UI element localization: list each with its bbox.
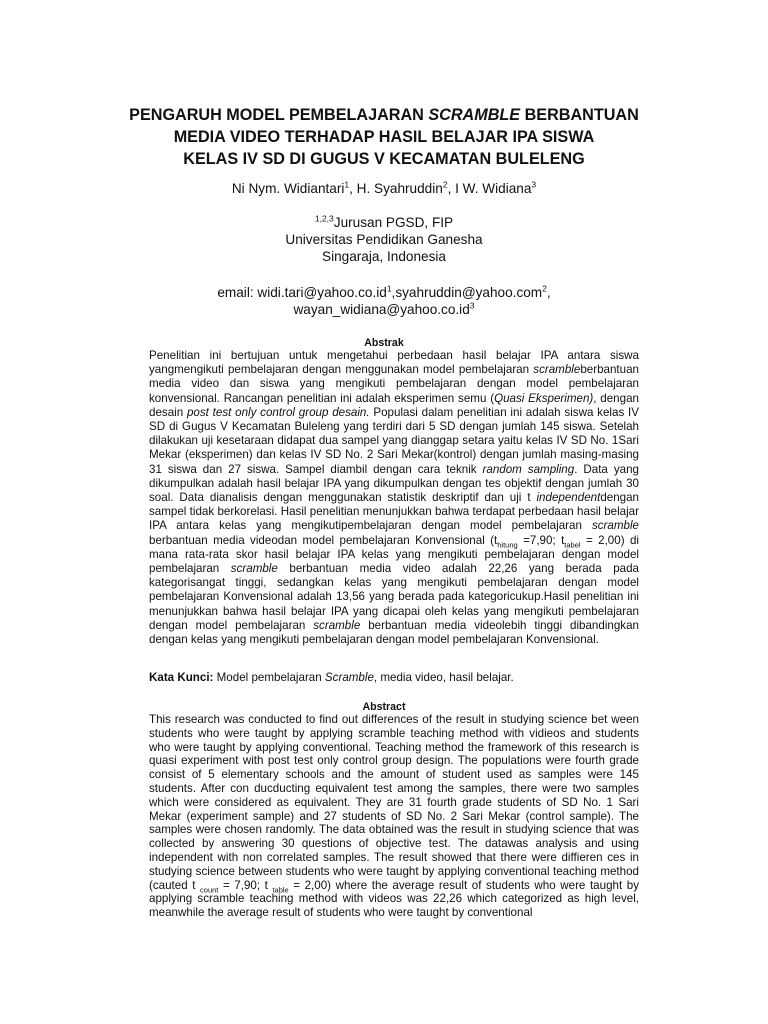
abstrak-text-run: dengan sampel tidak berkorelasi. Hasil penelitian menunjukkan bahwa terdapat perbedaan hasil belajar IPA antara kelas yang mengikutipembelajaran dengan model pembelajaran: [149, 491, 639, 533]
abstract-text-run: This research was conducted to find out differences of the result in studying science bet ween students who were taught by applying scramble teaching method with vidieos and students who were taught by applying conventional. Teaching method the framework of this research is quasi experiment with post test only control group design. The populations were fourth grade consist of 5 elementary schools and the amount of student used as samples were 145 students. After con ducducting equivalent test among the samples, there were two samples which were considered as equivalent. They are 31 fourth grade students of SD No. 1 Sari Mekar (experiment sample) and 27 students of SD No. 2 Sari Mekar (control sample). The samples were chosen randomly. The data obtained was the result in studying science that was collected by answering 30 questions of objective test. The datawas analysis and using independent with non correlated samples. The result showed that there were diffieren ces in studying science between students who were taught by applying conventional teaching method (cauted t: [149, 713, 639, 892]
abstrak-text-run: Quasi Eksperimen): [494, 391, 594, 405]
abstrak-text-run: hitung: [497, 539, 518, 549]
abstract-text-run: = 7,90; t: [218, 878, 273, 892]
abstrak-text-run: random sampling: [482, 462, 575, 476]
abstrak-text-run: berbantuan media videolebih tinggi dibandingkan dengan kelas yang mengikuti pembelajaran dengan model pembelajaran Konvensional.: [149, 618, 639, 647]
title-italic-term: SCRAMBLE: [428, 106, 521, 124]
abstract-body: [149, 713, 639, 920]
affiliation-city: Singaraja, Indonesia: [322, 249, 446, 264]
affiliation-university: Universitas Pendidikan Ganesha: [285, 232, 483, 247]
abstrak-text-run: scramble: [313, 618, 361, 632]
abstrak-text-run: . Data yang dikumpulkan adalah hasil belajar IPA yang dikumpulkan dengan tes objektif dengan jumlah 30 soal. Data dianalisis dengan menggunakan statistik deskriptif dan uji t: [149, 462, 639, 505]
abstrak-body: [149, 349, 639, 647]
abstract-text-run: = 2,00) where the average result of students who were taught by applying scramble teaching method with videos was 22,26 which categorized as high level, meanwhile the average result of students who were taught by conventional: [149, 878, 639, 920]
abstrak-text-run: Populasi dalam penelitian ini adalah siswa kelas IV SD di Gugus V Kecamatan Buleleng yang terdiri dari 5 SD dengan jumlah 145 siswa. Setelah dilakukan uji kesetaraan didapat dua sampel yang dianggap setara yaitu kelas IV SD No. 1Sari Mekar (eksperimen) dan kelas IV SD No. 2 Sari Mekar(kontrol) dengan jumlah masing-masing 31 siswa dan 27 siswa. Sampel diambil dengan cara teknik: [149, 405, 639, 476]
abstract-text-run: count: [200, 884, 219, 894]
abstrak-text-run: post test only control group desain.: [186, 405, 370, 419]
abstrak-text-run: tabel: [564, 539, 581, 549]
affiliation-department: $^{1,2,3}$Jurusan PGSD, FIP: [314, 213, 454, 230]
abstrak-text-run: berbantuan media videodan model pembelajaran Konvensional (t: [149, 533, 498, 547]
keywords: Kata Kunci: Model pembelajaran Scramble, media video, hasil belajar.: [149, 671, 514, 684]
abstrak-text-run: , dengan desain: [149, 391, 639, 419]
email-line-2: $wayan\_widiana@yahoo.co.id^3$: [293, 300, 475, 317]
paper-title: [0, 104, 768, 170]
author-list: Ni Nym. Widiantari$^1$, H. Syahruddin$^2$, I W. Widiana$^3$: [231, 179, 537, 196]
abstrak-text-run: =7,90; t: [517, 533, 565, 547]
abstrak-text-run: scramble: [591, 519, 639, 533]
title-line-2: MEDIA VIDEO TERHADAP HASIL BELAJAR IPA SISWA: [173, 128, 595, 146]
abstrak-heading: Abstrak: [364, 337, 404, 349]
abstract-heading: Abstract: [362, 701, 406, 713]
abstrak-text-run: Penelitian ini bertujuan untuk mengetahui perbedaan hasil belajar IPA antara siswa yangmengikuti pembelajaran dengan menggunakan model pembelajaran: [149, 349, 639, 377]
abstrak-text-run: scramble: [533, 363, 581, 377]
abstrak-text-run: berbantuan media video dan siswa yang mengikuti pembelajaran dengan model pembelajaran konvensional. Rancangan penelitian ini adalah eksperimen semu (: [149, 363, 639, 405]
abstrak-text-run: berbantuan media video adalah 22,26 yang berada pada kategorisangat tinggi, sedangkan kelas yang mengikuti pembelajaran dengan model pembelajaran Konvensional adalah 13,56 yang berada pada kategoricukup.Hasil penelitian ini menunjukkan bahwa hasil belajar IPA yang dicapai oleh kelas yang mengikuti pembelajaran dengan model pembelajaran: [149, 562, 639, 632]
abstrak-text-run: independent: [536, 491, 601, 505]
abstract-text-run: table: [272, 884, 289, 894]
keywords-label: Kata Kunci:: [149, 671, 214, 684]
abstrak-text-run: scramble: [230, 562, 278, 576]
title-line-3: KELAS IV SD DI GUGUS V KECAMATAN BULELENG: [183, 150, 585, 168]
abstrak-text-run: = 2,00) di mana rata-rata skor hasil belajar IPA kelas yang mengikuti pembelajaran dengan model pembelajaran: [149, 533, 639, 576]
affiliation: [0, 214, 768, 265]
title-line-1: PENGARUH MODEL PEMBELAJARAN SCRAMBLE BERBANTUAN: [129, 106, 639, 124]
email-line-1: email: $widi.tari@yahoo.co.id^1,syahruddin@yahoo.com^2$,: [217, 283, 551, 300]
email-block: [0, 284, 768, 318]
